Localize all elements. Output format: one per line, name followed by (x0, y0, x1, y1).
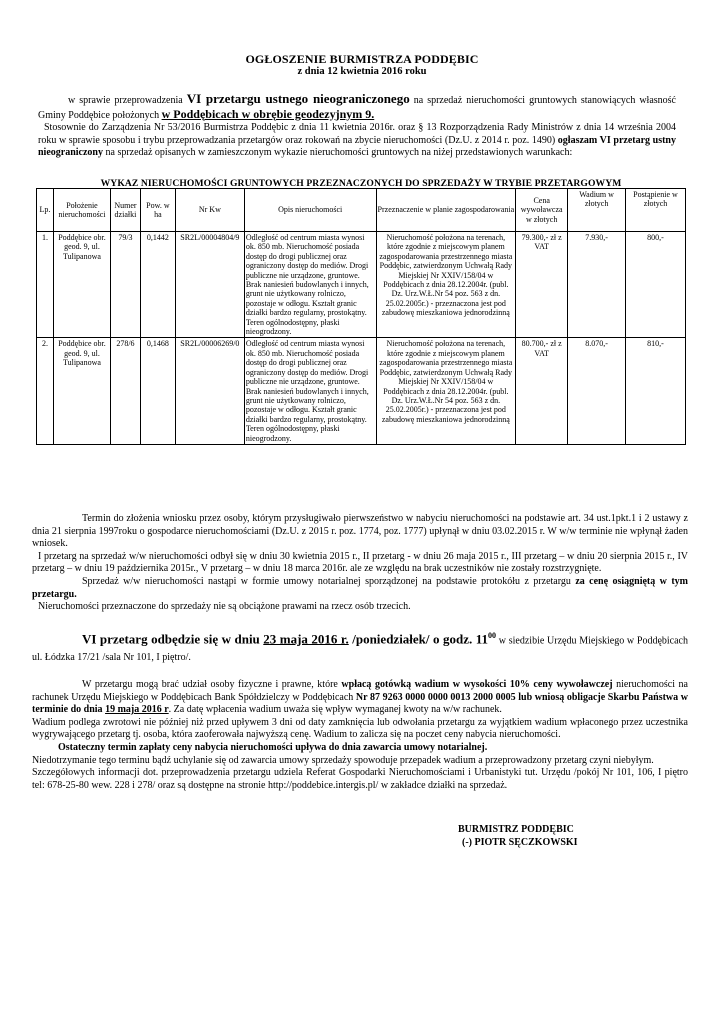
intro-paragraph-1 (38, 93, 676, 122)
table-header-row (37, 189, 686, 232)
auction-date: 23 maja 2016 r. (263, 631, 349, 647)
paragraph-obciazenia: Nieruchomości przeznaczone do sprzedaży nie są obciążone prawami na rzecz osób trzecich. (38, 601, 411, 613)
wadium-deadline: 19 maja 2016 r (105, 704, 169, 716)
paragraph-termin: Termin do złożenia wniosku przez osoby, którym przysługiwało pierwszeństwo w nabyciu nieruchomości na podstawie art. 34 ust.1pkt.1 i 2 ustawy z dnia 21 sierpnia 1997roku o gospodarce nieruchomościami (Dz.U. z 2015 r. poz. 1774, poz. 1777) upłynął w dniu 03.02.2015 r. W w/w terminie nie wpłynął żaden wniosek. (32, 513, 688, 550)
auction-time-minutes: 00 (488, 630, 497, 640)
header-wadium: Wadium w złotych (568, 189, 626, 232)
cell-cena: 80.700,- zł z VAT (516, 338, 568, 444)
cell-wadium: 7.930,- (568, 232, 626, 338)
paragraph-wadium (32, 679, 688, 717)
header-pow: Pow. w ha (140, 189, 175, 232)
cell-numer: 79/3 (110, 232, 140, 338)
ostateczny-bold-text: Ostateczny termin zapłaty ceny nabycia nieruchomości upływa do dnia zawarcia umowy notarialnej. (58, 742, 488, 754)
intro-text: na sprzedaż opisanych w zamieszczonym wykazie nieruchomości gruntowych na niżej przedstawionych warunkach: (103, 147, 573, 159)
header-opis: Opis nieruchomości (244, 189, 376, 232)
wadium-text: nieruchomości na rachunek Urzędu Miejskiego w Poddębicach Bank Spółdzielczy w Poddębicach (32, 679, 688, 703)
intro-section (38, 93, 676, 160)
header-kw: Nr Kw (175, 189, 244, 232)
document-title: OGŁOSZENIE BURMISTRZA PODDĘBIC (245, 52, 479, 66)
cell-przeznaczenie: Nieruchomość położona na terenach, które zgodnie z miejscowym planem zagospodarowania przestrzennego miasta Poddębic, zatwierdzonym Uchwałą Rady Miejskiej Nr XXIV/158/04 w Poddębicach z dnia 28.12.2004r. (publ. Dz. Urz.W.Ł.Nr 54 poz. 563 z dn. 25.02.2005r.) - przeznaczona jest pod zabudowę mieszkaniowa jednorodzinną (376, 232, 516, 338)
table-title: WYKAZ NIERUCHOMOŚCI GRUNTOWYCH PRZEZNACZONYCH DO SPRZEDAŻY W TRYBIE PRZETARGOWYM (100, 178, 622, 189)
cell-cena: 79.300,- zł z VAT (516, 232, 568, 338)
paragraph-sprzedaz (32, 576, 688, 601)
bank-account-number: Nr 87 9263 0000 0000 0013 2000 0005 lub wniosą obligacje Skarbu Państwa w terminie do dnia (32, 691, 688, 716)
header-postapienie: Postąpienie w złotych (626, 189, 686, 232)
sprzedaz-bold-text: za cenę osiągniętą w tym przetargu. (32, 575, 688, 600)
cell-przeznaczenie: Nieruchomość położona na terenach, które zgodnie z miejscowym planem zagospodarowania przestrzennego miasta Poddębic, zatwierdzonym Uchwałą Rady Miejskiej Nr XXIV/158/04 w Poddębicach z dnia 28.12.2004r. (publ. Dz. Urz.W.Ł.Nr 54 poz. 563 z dn. 25.02.2005r.) - przeznaczona jest pod zabudowę mieszkaniowa jednorodzinną (376, 338, 516, 444)
table-row (37, 338, 686, 444)
intro-text: w sprawie przeprowadzenia (68, 95, 187, 106)
cell-numer: 278/6 (110, 338, 140, 444)
spacer (32, 665, 688, 679)
signature-block (458, 823, 578, 849)
cell-pow: 0,1468 (140, 338, 175, 444)
auction-location: w siedzibie Urzędu Miejskiego w Poddębicach ul. Łódzka 17/21 /sala Nr 101, I piętro/. (32, 635, 688, 664)
wadium-text: W przetargu mogą brać udział osoby fizyczne i prawne, które (82, 679, 342, 691)
cell-opis: Odległość od centrum miasta wynosi ok. 850 mb. Nieruchomość posiada dostęp do drogi publicznej oraz ograniczony dostęp do mediów. Drogi publiczne nie urządzone, gruntowe. Brak naniesień budowlanych i innych, grunt nie użytkowany rolniczo, pozostaje w odłogu. Kształt granic działki bardzo regularny, prostokątny. Teren ogólnodostępny, płaski nieogrodzony. (244, 232, 376, 338)
sprzedaz-text: Sprzedaż w/w nieruchomości nastąpi w formie umowy notarialnej sporządzonej na podstawie protokółu z przetargu (82, 575, 576, 587)
header-cena: Cena wywoławcza w złotych (516, 189, 568, 232)
header-polozenie: Położenie nieruchomości (53, 189, 110, 232)
paragraph-informacje: Szczegółowych informacji dot. przeprowadzenia przetargu udziela Referat Gospodarki Nieruchomościami i Urbanistyki tut. Urzędu /pokój Nr 101, 106, I piętro tel: 678-25-80 wew. 228 i 278/ oraz są dostępne na stronie http://poddebice.intergis.pl/ w zakładce działki na sprzedaż. (32, 767, 688, 791)
cell-postapienie: 800,- (626, 232, 686, 338)
cell-kw: SR2L/00004804/9 (175, 232, 244, 338)
paragraph-history: I przetarg na sprzedaż w/w nieruchomości odbył się w dniu 30 kwietnia 2015 r., II przetarg - w dniu 26 maja 2015 r., III przetarg – w dniu 20 sierpnia 2015 r., IV przetarg – w dniu 19 października 2015r., V przetarg – w dniu 18 marca 2016r. ale ze względu na brak uczestników nie zostały rozstrzygnięte. (32, 550, 688, 575)
intro-bold-text: VI przetargu ustnego nieograniczonego (186, 91, 410, 106)
intro-text: Stosownie do Zarządzenia Nr 53/2016 Burmistrza Poddębic z dnia 11 kwietnia 2016r. oraz § 13 Rozporządzenia Rady Ministrów z dnia 14 września 2004 roku w sprawie sposobu i trybu przeprowadzania przetargów oraz rokowań na zbycie nieruchomości (Dz.U. z 2014 r. poz. 1490) (38, 122, 676, 146)
cell-polozenie: Poddębice obr. geod. 9, ul. Tulipanowa (53, 338, 110, 444)
paragraph-zwrot: Wadium podlega zwrotowi nie później niż przed upływem 3 dni od daty zamknięcia lub odwołania przetargu za wyjątkiem wadium wpłaconego przez uczestnika wygrywającego przetarg tj. osoba, która zaoferowała najwyższą cenę. Wadium to zalicza się na poczet ceny nabycia nieruchomości. (32, 716, 688, 741)
document-subtitle: z dnia 12 kwietnia 2016 roku (297, 66, 427, 77)
cell-lp: 2. (37, 338, 54, 444)
intro-bold-text: ogłaszam VI przetarg ustny nieograniczony (38, 134, 676, 159)
signature-title: BURMISTRZ PODDĘBIC (458, 824, 574, 835)
auction-time: /poniedziałek/ o godz. 11 (348, 631, 489, 647)
cell-opis: Odległość od centrum miasta wynosi ok. 850 mb. Nieruchomość posiada dostęp do drogi publicznej oraz ograniczony dostęp do mediów. Drogi publiczne nie urządzone, gruntowe. Brak naniesień budowlanych i innych, grunt nie użytkowany rolniczo, pozostaje w odłogu. Kształt granic działki bardzo regularny, prostokątny. Teren ogólnodostępny, płaski nieogrodzony. (244, 338, 376, 444)
cell-polozenie: Poddębice obr. geod. 9, ul. Tulipanowa (53, 232, 110, 338)
cell-kw: SR2L/00006269/0 (175, 338, 244, 444)
auction-date-paragraph (32, 628, 688, 665)
intro-text: na sprzedaż nieruchomości gruntowych stanowiących własność Gminy Poddębice położonych (38, 95, 676, 121)
header-lp: Lp. (37, 189, 54, 232)
signature-name: (-) PIOTR SĘCZKOWSKI (462, 837, 578, 848)
property-table (36, 188, 686, 445)
cell-wadium: 8.070,- (568, 338, 626, 444)
intro-location: w Poddębicach w obrębie geodezyjnym 9. (161, 106, 375, 121)
intro-paragraph-2 (38, 122, 676, 160)
paragraph-niedotrzymanie: Niedotrzymanie tego terminu bądź uchylanie się od zawarcia umowy sprzedaży spowoduje przepadek wadium a przeprowadzony przetarg czyni niebyłym. (32, 754, 654, 766)
wadium-text: . Za datę wpłacenia wadium uważa się wpływ wymaganej kwoty na w/w rachunek. (168, 704, 502, 716)
cell-lp: 1. (37, 232, 54, 338)
header-numer: Numer działki (110, 189, 140, 232)
paragraph-ostateczny (32, 742, 688, 755)
cell-pow: 0,1442 (140, 232, 175, 338)
table-row (37, 232, 686, 338)
cell-postapienie: 810,- (626, 338, 686, 444)
body-section (32, 513, 688, 792)
auction-text: VI przetarg odbędzie się w dniu (82, 631, 264, 647)
wadium-bold-text: wpłacą gotówką wadium w wysokości 10% ceny wywoławczej (341, 679, 613, 691)
header-przeznaczenie: Przeznaczenie w planie zagospodarowania (376, 189, 516, 232)
